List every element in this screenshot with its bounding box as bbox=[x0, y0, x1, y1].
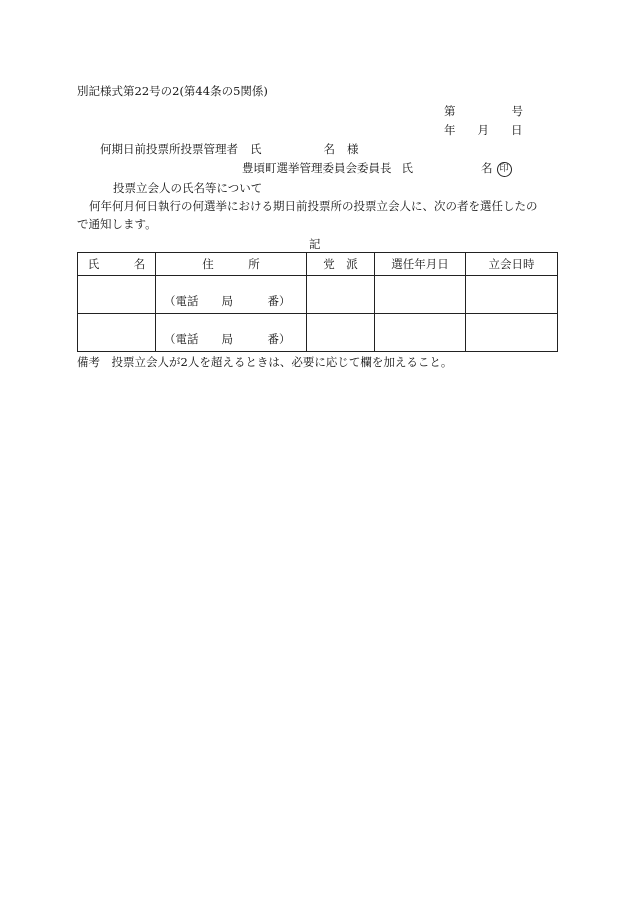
header-name: 氏 名 bbox=[78, 253, 156, 276]
cell-appointed[interactable] bbox=[375, 314, 466, 352]
body-line-1: 何年何月何日執行の何選挙における期日前投票所の投票立会人に、次の者を選任したの bbox=[89, 199, 538, 213]
header-attendance: 立会日時 bbox=[466, 253, 558, 276]
subject: 投票立会人の氏名等について bbox=[113, 181, 263, 195]
table-row bbox=[78, 314, 558, 352]
cell-attendance[interactable] bbox=[466, 314, 558, 352]
date-day: 日 bbox=[511, 123, 523, 137]
addressee-line bbox=[100, 142, 359, 156]
addressee-honorific: 様 bbox=[347, 142, 359, 156]
sender-title: 豊頃町選挙管理委員会委員長 bbox=[242, 161, 392, 175]
sender-line bbox=[242, 161, 512, 177]
cell-address[interactable] bbox=[156, 276, 307, 314]
cell-name[interactable] bbox=[78, 276, 156, 314]
cell-address[interactable] bbox=[156, 314, 307, 352]
note: 備考 投票立会人が2人を超えるときは、必要に応じて欄を加えること。 bbox=[77, 355, 453, 369]
number-prefix: 第 bbox=[444, 104, 456, 118]
cell-party[interactable] bbox=[307, 314, 375, 352]
sender-mei: 名 bbox=[481, 161, 493, 175]
appointment-table bbox=[77, 252, 558, 352]
phone-label: （電話 局 番） bbox=[164, 332, 291, 346]
ki-heading: 記 bbox=[309, 237, 321, 251]
phone-label: （電話 局 番） bbox=[164, 294, 291, 308]
cell-party[interactable] bbox=[307, 276, 375, 314]
table-header-row bbox=[78, 253, 558, 276]
header-address: 住 所 bbox=[156, 253, 307, 276]
cell-attendance[interactable] bbox=[466, 276, 558, 314]
seal-icon: 印 bbox=[497, 162, 512, 177]
addressee-mei: 名 bbox=[323, 142, 335, 156]
cell-appointed[interactable] bbox=[375, 276, 466, 314]
cell-name[interactable] bbox=[78, 314, 156, 352]
number-suffix: 号 bbox=[511, 104, 523, 118]
number-line bbox=[444, 104, 523, 118]
date-month: 月 bbox=[477, 123, 489, 137]
addressee-shi: 氏 bbox=[250, 142, 262, 156]
sender-shi: 氏 bbox=[401, 161, 413, 175]
form-id: 別記様式第22号の2(第44条の5関係) bbox=[77, 84, 268, 98]
body-line-2: で通知します。 bbox=[77, 217, 157, 231]
date-line bbox=[444, 123, 523, 137]
addressee-title: 何期日前投票所投票管理者 bbox=[100, 142, 238, 156]
date-year: 年 bbox=[444, 123, 456, 137]
table-row bbox=[78, 276, 558, 314]
header-party: 党 派 bbox=[307, 253, 375, 276]
header-appointed: 選任年月日 bbox=[375, 253, 466, 276]
